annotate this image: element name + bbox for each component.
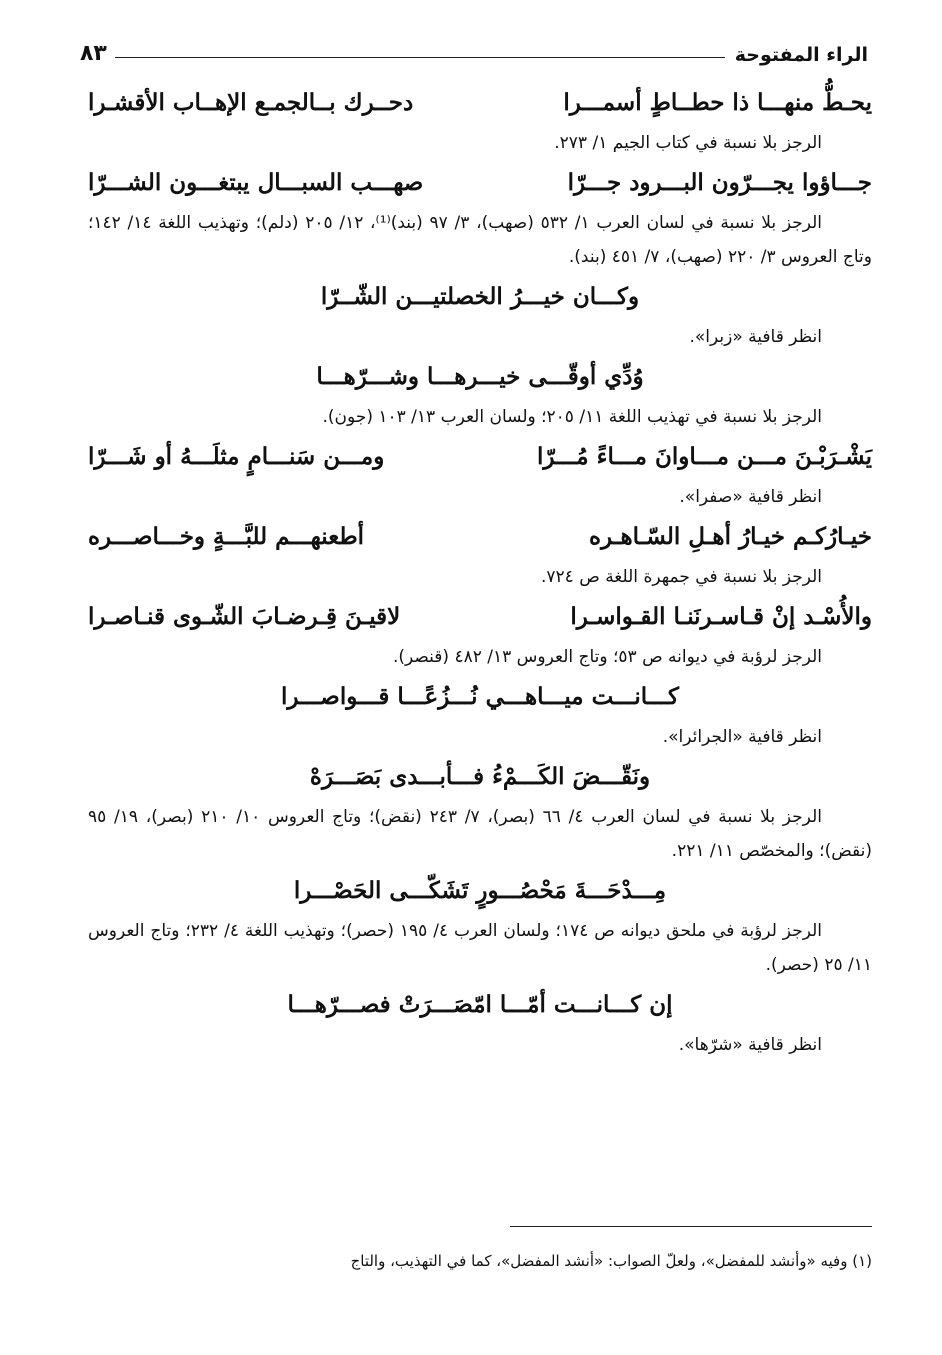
verse-left-hemistich: دحــرك بــالجمـع الإهــاب الأقشـرا [88,89,414,116]
verse-line [88,514,872,560]
verse-line: كـــانـــت ميـــاهـــي نُـــزُعًـــا قـــواصـــرا [281,683,679,710]
footnote: (١) وفيه «وأنشد للمفضل»، ولعلّ الصواب: «أنشد المفضل»، كما في التهذيب، والتاج [350,1252,872,1270]
citation-note: انظر قافية «زبرا». [689,327,822,347]
verse-line [88,160,872,206]
header-rule [115,57,725,58]
verse-left-hemistich: ومـــن سَنـــامٍ مثلَـــهُ أو شَـــرّا [88,443,385,470]
citation-note: انظر قافية «الجرائرا». [662,727,822,747]
citation-note: انظر قافية «شرّها». [678,1035,822,1055]
chapter-title: الراء المفتوحة [734,44,868,66]
verse-line: وُدِّي أوقّـــى خيـــرهـــا وشـــرّهـــا [316,363,644,390]
citation-note: الرجز بلا نسبة في تهذيب اللغة ١١/ ٢٠٥؛ ولسان العرب ١٣/ ١٠٣ (جون). [322,407,822,427]
citation-note: انظر قافية «صفرا». [679,487,822,507]
verse-line [88,80,872,126]
verse-line: ونَقّـــضَ الكَـــمْءُ فـــأبـــدى بَصَـــرَهْ [309,763,651,790]
citation-note: الرجز بلا نسبة في لسان العرب ١/ ٥٣٢ (صهب)، ٣/ ٩٧ (بند)⁽¹⁾، ١٢/ ٢٠٥ (دلم)؛ وتهذيب اللغة ١٤/ ١٤٢؛ وتاج العروس ٣/ ٢٢٠ (صهب)، ٧/ ٤٥١ (بند). [88,213,872,267]
citation-note: الرجز بلا نسبة في كتاب الجيم ١/ ٢٧٣. [554,133,822,153]
verse-line: مِـــدْحَـــةَ مَحْصُـــورٍ تَشَكّـــى الحَصْـــرا [293,877,667,904]
verse-right-hemistich: يحـطُّ منهـــا ذا حطــاطٍ أسمـــرا [563,89,872,116]
verse-left-hemistich: أطعنهـــم للبَّـــةٍ وخـــاصـــره [88,523,365,550]
verse-right-hemistich: يَشْـرَبْـنَ مـــن مـــاوانَ مـــاءً مُـــرّا [537,443,872,470]
verse-line [88,434,872,480]
verse-left-hemistich: صهـــب السبـــال يبتغـــون الشـــرّا [88,169,424,196]
citation-note: الرجز لرؤبة في ملحق ديوانه ص ١٧٤؛ ولسان العرب ٤/ ١٩٥ (حصر)؛ وتهذيب اللغة ٤/ ٢٣٢؛ وتاج العروس ١١/ ٢٥ (حصر). [88,921,872,975]
citation-note: الرجز بلا نسبة في لسان العرب ٤/ ٦٦ (بصر)، ٧/ ٢٤٣ (نقض)؛ وتاج العروس ١٠/ ٢١٠ (بصر)، ١٩/ ٩٥ (نقض)؛ والمخصّص ١١/ ٢٢١. [88,807,872,861]
verse-line [88,594,872,640]
page-body [88,80,872,1062]
verse-line: إن كـــانـــت أمّـــا امّصَـــرَتْ فصـــرّهـــا [287,991,673,1018]
citation-note: الرجز لرؤبة في ديوانه ص ٥٣؛ وتاج العروس ١٣/ ٤٨٢ (قنصر). [393,647,822,667]
footnote-separator [510,1226,872,1227]
verse-line: وكـــان خيـــرُ الخصلتيـــن الشّــرّا [320,283,640,310]
page-number: ٨٣ [80,41,107,66]
citation-note: الرجز بلا نسبة في جمهرة اللغة ص ٧٢٤. [541,567,822,587]
verse-left-hemistich: لاقيـنَ قِـرضـابَ الشّـوى قنـاصـرا [88,603,401,630]
verse-right-hemistich: خيـارُكـم خيـارُ أهـلِ السّـاهـره [589,523,872,550]
verse-right-hemistich: جـــاؤوا يجـــرّون البـــرود جـــرّا [567,169,872,196]
running-head [80,26,868,66]
verse-right-hemistich: والأُسْـد إنْ قـاسـرنَنـا القـواسـرا [570,603,872,630]
